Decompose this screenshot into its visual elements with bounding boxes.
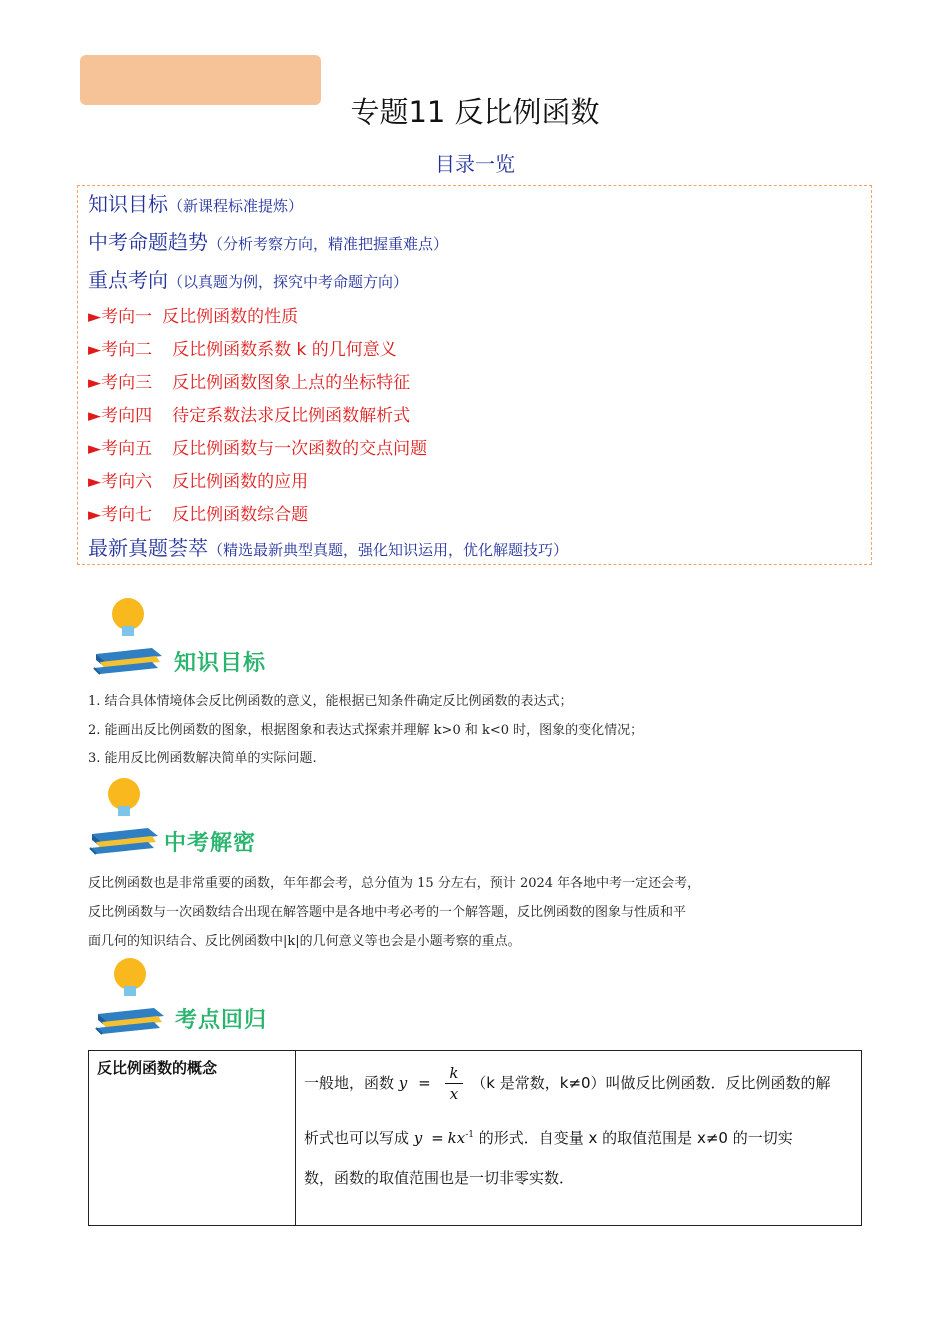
toc-trend-sub: （分析考察方向，精准把握重难点） (208, 235, 449, 253)
toc-knowledge-label: 知识目标 (88, 192, 168, 216)
math-equals: = (431, 1129, 444, 1147)
lightbulb-books-icon (88, 776, 160, 856)
direction-text: 反比例函数的性质 (162, 307, 299, 327)
direction-text: 待定系数法求反比例函数解析式 (172, 406, 411, 426)
toc-direction-1[interactable] (88, 302, 298, 327)
toc-direction-4[interactable] (88, 401, 410, 426)
toc-trend-label: 中考命题趋势 (88, 230, 208, 254)
toc-knowledge[interactable] (88, 188, 303, 217)
lightbulb-books-icon (94, 956, 166, 1036)
direction-label: ►考向五 (88, 439, 153, 459)
definition-text: （k 是常数，k≠0）叫做反比例函数．反比例函数的解 (471, 1074, 831, 1092)
direction-text: 反比例函数与一次函数的交点问题 (172, 439, 428, 459)
toc-trend[interactable] (88, 226, 448, 255)
toc-latest[interactable] (88, 532, 568, 561)
direction-label: ►考向七 (88, 505, 153, 525)
direction-label: ►考向二 (88, 340, 153, 360)
fraction-k-over-x (445, 1063, 462, 1104)
toc-direction-5[interactable] (88, 434, 427, 459)
direction-text: 反比例函数的应用 (172, 472, 309, 492)
table-of-contents (77, 185, 872, 565)
definition-text: 析式也可以写成 (304, 1129, 410, 1147)
definition-text: 的形式．自变量 x 的取值范围是 x≠0 的一切实 (478, 1129, 793, 1147)
toc-direction-3[interactable] (88, 368, 410, 393)
toc-focus-sub: （以真题为例，探究中考命题方向） (168, 273, 409, 291)
direction-text: 反比例函数系数 k 的几何意义 (172, 340, 397, 360)
toc-heading: 目录一览 (435, 152, 515, 176)
toc-latest-sub: （精选最新典型真题，强化知识运用，优化解题技巧） (208, 541, 569, 559)
section-title-exam: 中考解密 (164, 831, 257, 856)
direction-label: ►考向一 (88, 307, 153, 327)
definition-line-2 (304, 1127, 793, 1148)
exam-paragraph-line-1: 反比例函数也是非常重要的函数，年年都会考，总分值为 15 分左右，预计 2024 年各地中考一定还会考， (88, 876, 701, 891)
concept-definition (296, 1051, 862, 1226)
direction-label: ►考向四 (88, 406, 153, 426)
definition-line-3: 数，函数的取值范围也是一切非零实数． (304, 1169, 575, 1187)
toc-focus[interactable] (88, 264, 408, 293)
definition-line-1 (304, 1063, 831, 1104)
knowledge-point-3: 3. 能用反比例函数解决简单的实际问题. (88, 751, 317, 766)
knowledge-point-2: 2. 能画出反比例函数的图象，根据图象和表达式探索并理解 k>0 和 k<0 时，图象的变化情况； (88, 723, 644, 738)
definition-text: 一般地，函数 (304, 1074, 395, 1092)
exam-paragraph-line-2: 反比例函数与一次函数结合出现在解答题中是各地中考必考的一个解答题，反比例函数的图象与性质和平 (88, 905, 687, 920)
toc-direction-7[interactable] (88, 500, 308, 525)
toc-focus-label: 重点考向 (88, 268, 168, 292)
math-variable-y: y (398, 1074, 408, 1092)
direction-text: 反比例函数图象上点的坐标特征 (172, 373, 411, 393)
exam-paragraph-line-3: 面几何的知识结合、反比例函数中|k|的几何意义等也会是小题考察的重点。 (88, 934, 521, 949)
page-title: 专题11 反比例函数 (350, 95, 600, 129)
section-title-review: 考点回归 (175, 1008, 268, 1033)
toc-direction-2[interactable] (88, 335, 397, 360)
toc-latest-label: 最新真题荟萃 (88, 536, 208, 560)
lightbulb-books-icon (92, 596, 164, 676)
concept-label: 反比例函数的概念 (89, 1051, 296, 1226)
toc-direction-6[interactable] (88, 467, 308, 492)
math-equals: = (418, 1074, 431, 1092)
math-exponent: -1 (465, 1130, 474, 1140)
math-kx: kx (447, 1129, 466, 1147)
direction-label: ►考向三 (88, 373, 153, 393)
fraction-numerator: k (445, 1063, 462, 1084)
math-variable-y: y (413, 1129, 423, 1147)
section-title-knowledge: 知识目标 (174, 651, 267, 676)
fraction-denominator: x (449, 1085, 459, 1103)
direction-label: ►考向六 (88, 472, 153, 492)
direction-text: 反比例函数综合题 (172, 505, 309, 525)
concept-table (88, 1050, 862, 1226)
toc-knowledge-sub: （新课程标准提炼） (168, 197, 304, 215)
knowledge-point-1: 1. 结合具体情境体会反比例函数的意义，能根据已知条件确定反比例函数的表达式； (88, 694, 573, 709)
